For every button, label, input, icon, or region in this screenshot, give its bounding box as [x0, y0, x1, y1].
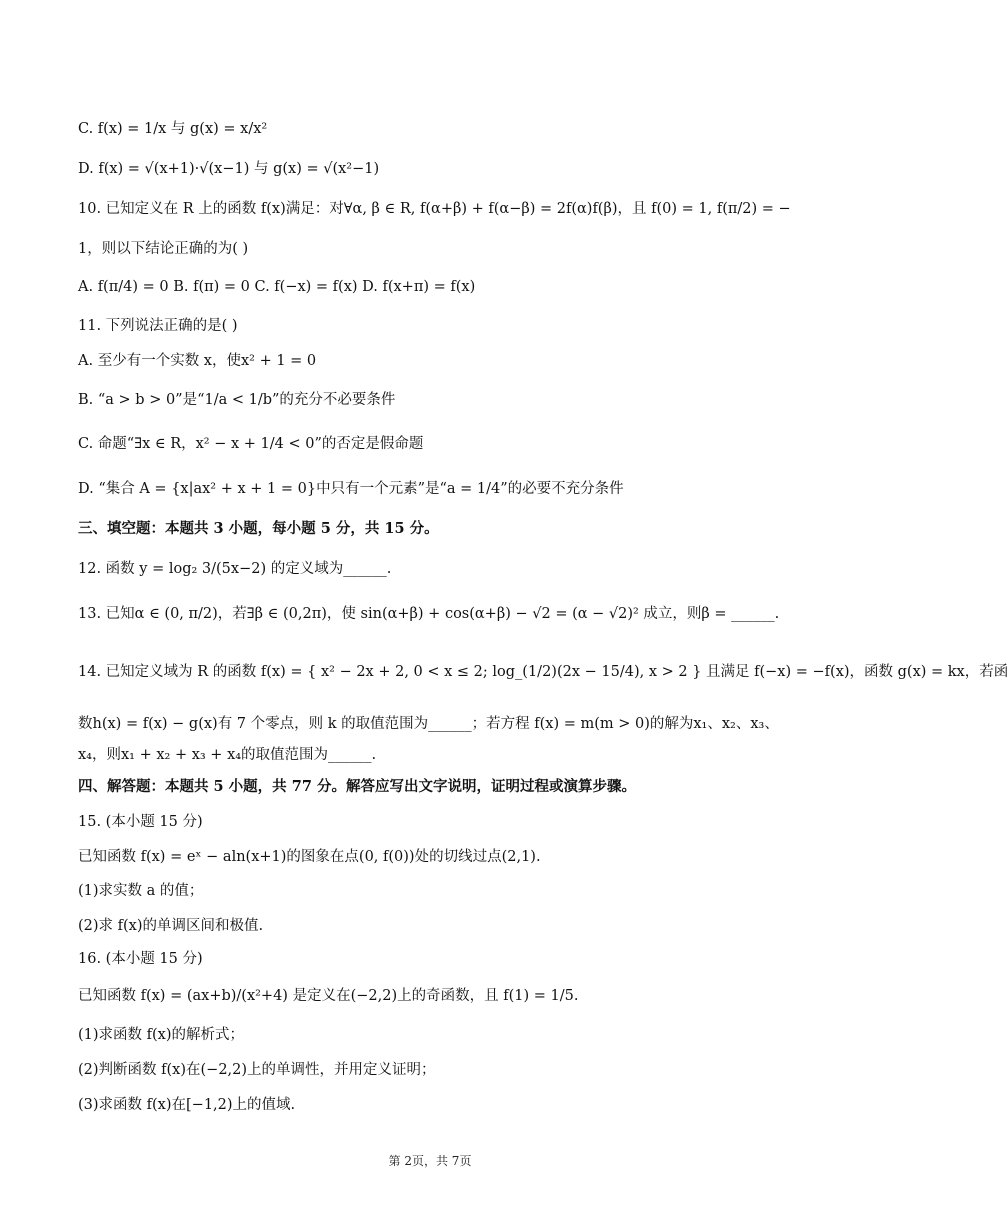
section-fill-blank-heading: 三、填空题：本题共 3 小题，每小题 5 分，共 15 分。: [78, 520, 439, 537]
question-14-cont-1: 数h(x) = f(x) − g(x)有 7 个零点，则 k 的取值范围为______；若方程 f(x) = m(m > 0)的解为x₁、x₂、x₃、: [78, 716, 779, 732]
option-d-q9: D. f(x) = √(x+1)·√(x−1) 与 g(x) = √(x²−1): [78, 161, 380, 177]
question-16-part-1: (1)求函数 f(x)的解析式；: [78, 1027, 245, 1043]
question-12: 12. 函数 y = log₂ 3/(5x−2) 的定义域为______.: [78, 561, 392, 577]
question-16-part-3: (3)求函数 f(x)在[−1,2)上的值域.: [78, 1097, 296, 1113]
page-footer: 第 2页，共 7页: [388, 1154, 472, 1168]
question-16-body: 已知函数 f(x) = (ax+b)/(x²+4) 是定义在(−2,2)上的奇函数，且 f(1) = 1/5.: [78, 988, 579, 1004]
question-10: 10. 已知定义在 R 上的函数 f(x)满足：对∀α, β ∈ R, f(α+β) + f(α−β) = 2f(α)f(β)，且 f(0) = 1, f(π/2) = −: [78, 201, 791, 217]
question-14: 14. 已知定义域为 R 的函数 f(x) = { x² − 2x + 2, 0 < x ≤ 2; log_(1/2)(2x − 15/4), x > 2 } 且满足 f(−x) = −f(x)，函数 g(x) = kx，若函: [78, 664, 1008, 680]
question-10-cont: 1，则以下结论正确的为( ): [78, 241, 249, 257]
option-c-q9: C. f(x) = 1/x 与 g(x) = x/x²: [78, 121, 268, 137]
question-15-header: 15. (本小题 15 分): [78, 814, 203, 830]
question-13: 13. 已知α ∈ (0, π/2)，若∃β ∈ (0,2π)，使 sin(α+β) + cos(α+β) − √2 = (α − √2)² 成立，则β = ______.: [78, 606, 780, 622]
question-14-cont-2: x₄，则x₁ + x₂ + x₃ + x₄的取值范围为______.: [78, 747, 377, 763]
option-c-q11: C. 命题“∃x ∈ R，x² − x + 1/4 < 0”的否定是假命题: [78, 436, 424, 452]
question-15-part-2: (2)求 f(x)的单调区间和极值.: [78, 918, 264, 934]
question-15-body: 已知函数 f(x) = eˣ − aln(x+1)的图象在点(0, f(0))处的切线过点(2,1).: [78, 849, 541, 865]
option-b-q11: B. “a > b > 0”是“1/a < 1/b”的充分不必要条件: [78, 392, 396, 408]
question-10-options: A. f(π/4) = 0 B. f(π) = 0 C. f(−x) = f(x) D. f(x+π) = f(x): [78, 279, 476, 295]
section-answer-heading: 四、解答题：本题共 5 小题，共 77 分。解答应写出文字说明，证明过程或演算步骤。: [78, 778, 636, 795]
question-16-header: 16. (本小题 15 分): [78, 951, 203, 967]
option-d-q11: D. “集合 A = {x|ax² + x + 1 = 0}中只有一个元素”是“a = 1/4”的必要不充分条件: [78, 481, 624, 497]
question-11: 11. 下列说法正确的是( ): [78, 318, 238, 334]
option-a-q11: A. 至少有一个实数 x，使x² + 1 = 0: [78, 353, 317, 369]
question-16-part-2: (2)判断函数 f(x)在(−2,2)上的单调性，并用定义证明；: [78, 1062, 436, 1078]
question-15-part-1: (1)求实数 a 的值；: [78, 883, 204, 899]
